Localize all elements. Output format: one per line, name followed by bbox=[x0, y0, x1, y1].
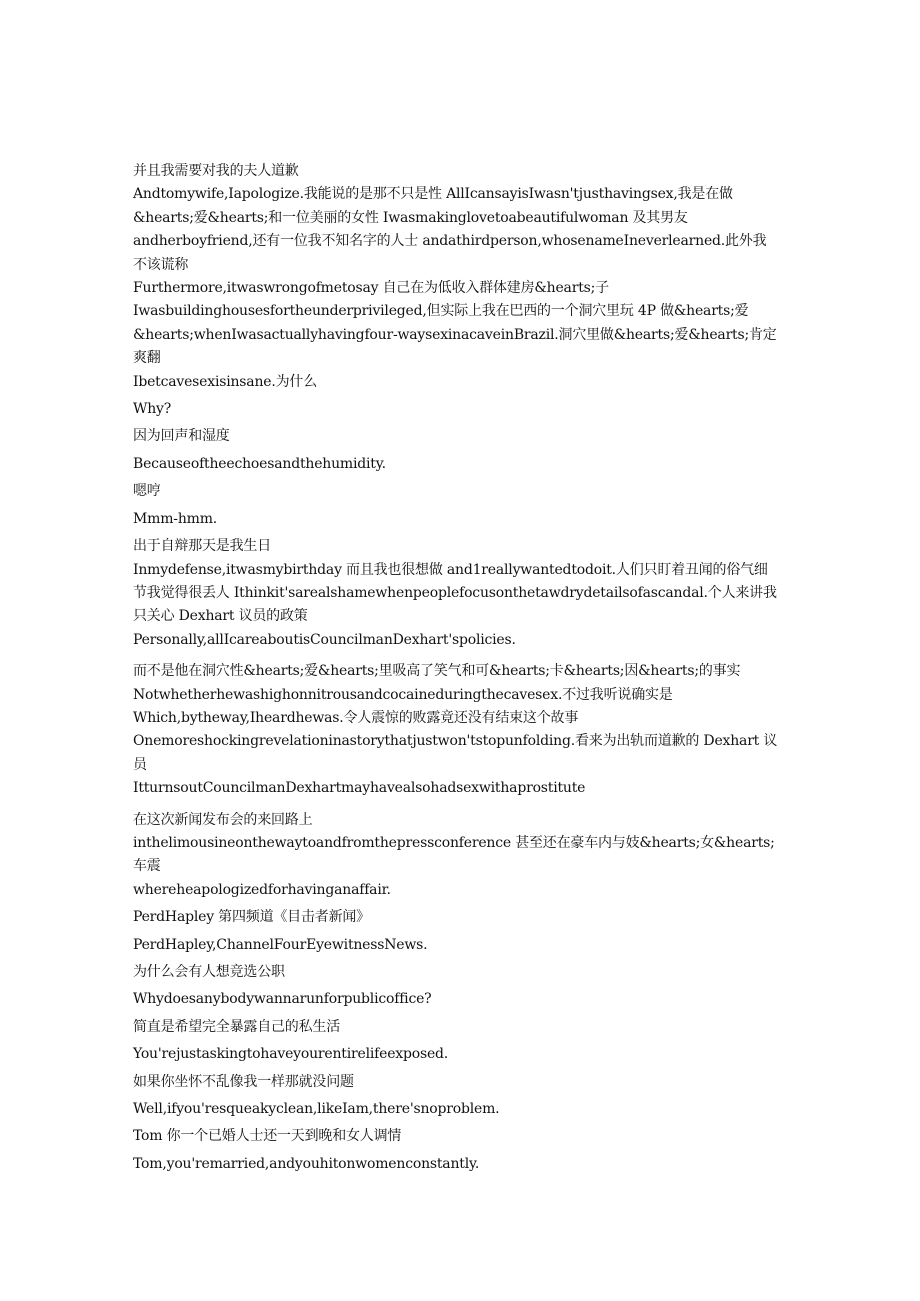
transcript-line: Onemoreshockingrevelationinastorythatjustwon'tstopunfolding.看来为出轨而道歉的 Dexhart 议员 bbox=[133, 733, 778, 773]
transcript-line: Furthermore,itwaswrongofmetosay 自己在为低收入群体建房&hearts;子Iwasbuildinghousesfortheunderprivileged,但实际上我在巴西的一个洞穴里玩 4P 做&hearts;爱&hearts;whenIwasactuallyhavingfour-waysexinacaveinBrazil.洞穴里做&hearts;爱&hearts;肯定爽翻 bbox=[133, 280, 777, 367]
transcript-line: Notwhetherhewashighonnitrousandcocaineduringthecavesex.不过我听说确实是 bbox=[133, 686, 673, 703]
transcript-body bbox=[133, 160, 778, 1176]
transcript-line: 简直是希望完全暴露自己的私生活 bbox=[133, 1018, 340, 1035]
transcript-line: 为什么会有人想竞选公职 bbox=[133, 964, 285, 980]
transcript-line: Ibetcavesexisinsane.为什么 bbox=[133, 373, 317, 390]
transcript-line: Tom 你一个已婚人士还一天到晚和女人调情 bbox=[133, 1128, 402, 1145]
transcript-line: You'rejustaskingtohaveyourentirelifeexposed. bbox=[133, 1046, 449, 1063]
transcript-line: Mmm-hmm. bbox=[133, 510, 218, 527]
transcript-line: Why? bbox=[133, 401, 172, 418]
transcript-line: 并且我需要对我的夫人道歉 bbox=[133, 163, 299, 179]
transcript-line: Inmydefense,itwasmybirthday 而且我也很想做 and1reallywantedtodoit.人们只盯着丑闻的俗气细节我觉得很丢人 Ithinkit'sarealshamewhenpeoplefocusonthetawdrydetailsofascandal.个人来讲我只关心 Dexhart 议员的政策 bbox=[133, 561, 777, 625]
transcript-line: 出于自辩那天是我生日 bbox=[133, 538, 271, 555]
transcript-line: Becauseoftheechoesandthehumidity. bbox=[133, 455, 386, 472]
transcript-line: 因为回声和湿度 bbox=[133, 428, 230, 445]
transcript-line: 而不是他在洞穴性&hearts;爱&hearts;里吸高了笑气和可&hearts;卡&hearts;因&hearts;的事实 bbox=[133, 663, 741, 680]
transcript-line: 在这次新闻发布会的来回路上 bbox=[133, 811, 313, 828]
transcript-line: Tom,you'remarried,andyouhitonwomenconstantly. bbox=[133, 1155, 480, 1172]
transcript-line: PerdHapley,ChannelFourEyewitnessNews. bbox=[133, 936, 428, 953]
transcript-line: Personally,allIcareaboutisCouncilmanDexhart'spolicies. bbox=[133, 631, 516, 648]
transcript-line: Which,bytheway,Iheardhewas.令人震惊的败露竟还没有结束这个故事 bbox=[133, 709, 579, 726]
transcript-line: whereheapologizedforhavinganaffair. bbox=[133, 881, 391, 898]
transcript-line: PerdHapley 第四频道《目击者新闻》 bbox=[133, 909, 370, 926]
transcript-line: Well,ifyou'resqueakyclean,likeIam,there'snoproblem. bbox=[133, 1101, 500, 1118]
transcript-line: Andtomywife,Iapologize.我能说的是那不只是性 AllIcansayisIwasn'tjusthavingsex,我是在做&hearts;爱&hearts;和一位美丽的女性 Iwasmakinglovetoabeautifulwoman 及其男友andherboyfriend,还有一位我不知名字的人士 andathirdperson,whosenameIneverlearned.此外我不该谎称 bbox=[133, 186, 767, 273]
transcript-line: 如果你坐怀不乱像我一样那就没问题 bbox=[133, 1073, 354, 1090]
transcript-line: ItturnsoutCouncilmanDexhartmayhavealsohadsexwithaprostitute bbox=[133, 780, 586, 797]
transcript-line: inthelimousineonthewaytoandfromthepressconference 甚至还在豪车内与妓&hearts;女&hearts;车震 bbox=[133, 834, 775, 875]
transcript-line: 嗯哼 bbox=[133, 483, 161, 500]
transcript-line: Whydoesanybodywannarunforpublicoffice? bbox=[133, 991, 432, 1008]
